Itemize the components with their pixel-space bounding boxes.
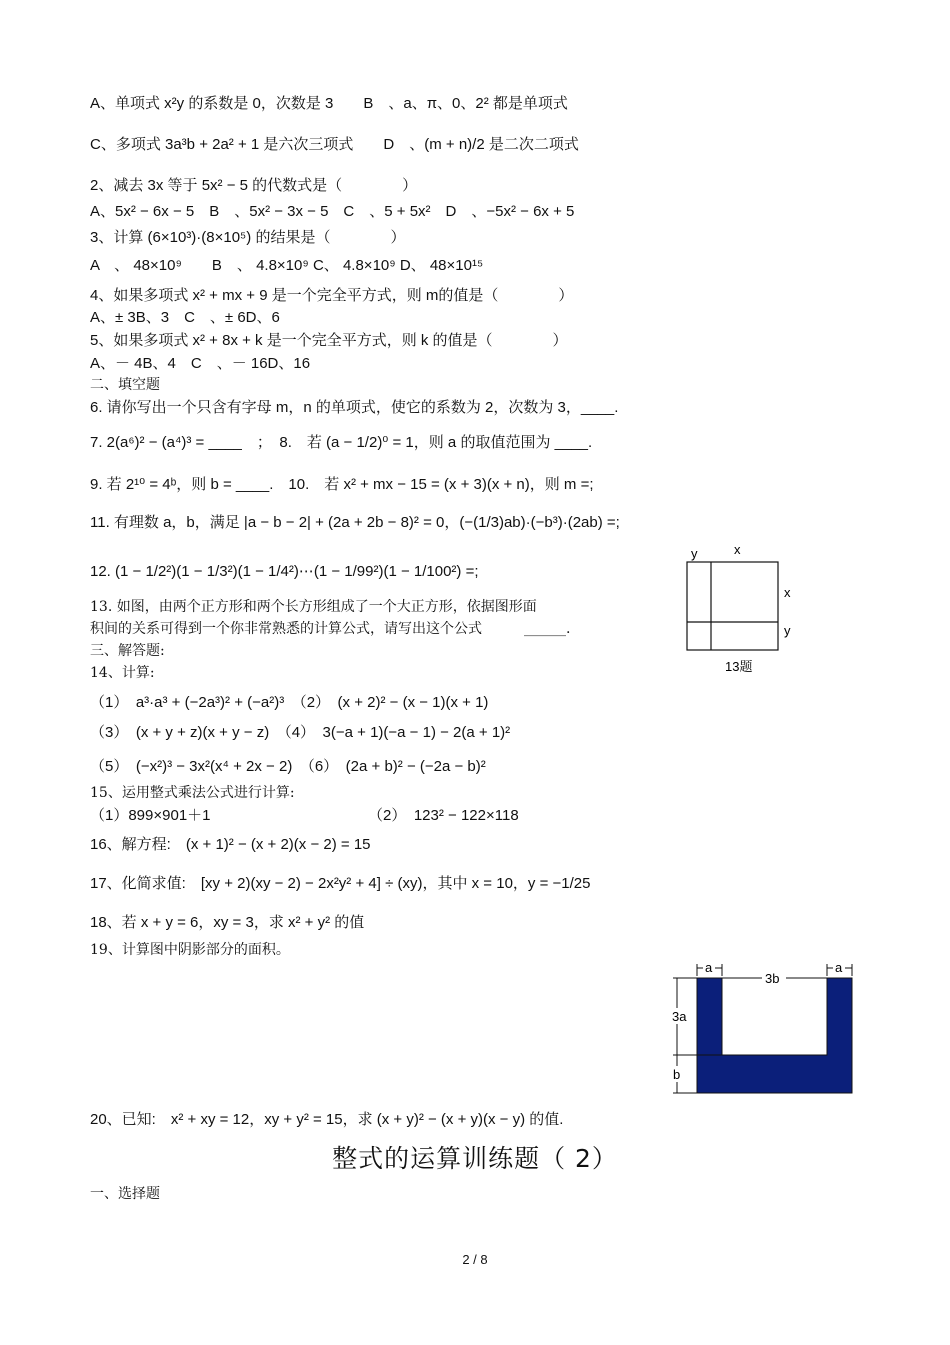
q13-caption: 13题 — [725, 659, 753, 674]
q15-heading: 15、运用整式乘法公式进行计算: — [90, 785, 295, 801]
q17-question: 17、化简求值: [xy + 2)(xy − 2) − 2x²y² + 4] ÷ (xy)，其中 x = 10，y = −1/25 — [90, 875, 591, 892]
q9-q10-question: 9. 若 2¹⁰ = 4ᵇ，则 b = ____. 10. 若 x² + mx − 15 = (x + 3)(x + n)，则 m =; — [90, 476, 594, 493]
q4-question: 4、如果多项式 x² + mx + 9 是一个完全平方式，则 m的值是（ ） — [90, 287, 574, 304]
section-solve: 三、解答题: — [90, 643, 165, 659]
q5-options: A、－ 4B、4 C 、－ 16D、16 — [90, 355, 311, 372]
section-choice: 一、选择题 — [90, 1186, 160, 1202]
q13-question-line1: 13. 如图，由两个正方形和两个长方形组成了一个大正方形，依据图形面 — [90, 599, 537, 615]
q13-figure — [680, 540, 820, 680]
q19-question: 19、计算图中阴影部分的面积。 — [90, 942, 290, 958]
q19-label-a-left: a — [705, 960, 713, 975]
q19-label-b: b — [673, 1067, 681, 1082]
q2-options: A、5x² − 6x − 5 B 、5x² − 3x − 5 C 、5 + 5x² D 、−5x² − 6x + 5 — [90, 203, 575, 220]
q2-question: 2、减去 3x 等于 5x² − 5 的代数式是（ ） — [90, 177, 418, 194]
q20-question: 20、已知: x² + xy = 12，xy + y² = 15，求 (x + y)² − (x + y)(x − y) 的值. — [90, 1111, 564, 1128]
q13-label-y-right: y — [784, 623, 791, 638]
q11-question: 11. 有理数 a，b，满足 |a − b − 2| + (2a + 2b − 8)² = 0，(−(1/3)ab)·(−b³)·(2ab) =; — [90, 514, 620, 531]
q13-label-x-top: x — [734, 542, 741, 557]
q14-items-5-6: （5） (−x²)³ − 3x²(x⁴ + 2x − 2) （6） (2a + b)² − (−2a − b)² — [90, 758, 486, 775]
q12-question: 12. (1 − 1/2²)(1 − 1/3²)(1 − 1/4²)⋯(1 − 1/99²)(1 − 1/100²) =; — [90, 563, 479, 580]
q13-outer-square — [687, 562, 778, 650]
q14-heading: 14、计算: — [90, 665, 155, 681]
q5-question: 5、如果多项式 x² + 8x + k 是一个完全平方式，则 k 的值是（ ） — [90, 332, 568, 349]
section-title: 整式的运算训练题（ 2） — [332, 1144, 618, 1173]
q19-figure — [670, 958, 860, 1100]
q15-items: （1）899×901＋1 （2） 123² − 122×118 — [90, 807, 519, 824]
q14-items-1-2: （1） a³·a³ + (−2a³)² + (−a²)³ （2） (x + 2)² − (x − 1)(x + 1) — [90, 694, 489, 711]
q19-label-3a: 3a — [672, 1009, 687, 1024]
q19-label-a-right: a — [835, 960, 843, 975]
q13-question-line2: 积间的关系可得到一个你非常熟悉的计算公式，请写出这个公式 ______. — [90, 621, 571, 637]
q19-label-3b: 3b — [765, 971, 780, 986]
page-number: 2 / 8 — [462, 1252, 488, 1267]
q3-options: A 、 48×10⁹ B 、 4.8×10⁹ C、 4.8×10⁹ D、 48×10¹⁵ — [90, 257, 484, 274]
q1-option-a-b: A、单项式 x²y 的系数是 0，次数是 3 B 、a、π、0、2² 都是单项式 — [90, 95, 568, 112]
section-fill-in: 二、填空题 — [90, 377, 160, 393]
q3-question: 3、计算 (6×10³)·(8×10⁵) 的结果是（ ） — [90, 229, 406, 246]
q6-question: 6. 请你写出一个只含有字母 m，n 的单项式，使它的系数为 2，次数为 3，____. — [90, 399, 619, 416]
q13-label-y-top: y — [691, 546, 698, 561]
q1-option-c-d: C、多项式 3a³b + 2a² + 1 是六次三项式 D 、(m + n)/2 是二次二项式 — [90, 136, 579, 153]
q18-question: 18、若 x + y = 6，xy = 3，求 x² + y² 的值 — [90, 914, 365, 931]
q14-items-3-4: （3） (x + y + z)(x + y − z) （4） 3(−a + 1)(−a − 1) − 2(a + 1)² — [90, 724, 511, 741]
q7-q8-question: 7. 2(a⁶)² − (a⁴)³ = ____ ； 8. 若 (a − 1/2)⁰ = 1，则 a 的取值范围为 ____. — [90, 434, 593, 451]
q19-shaded-region — [697, 978, 852, 1093]
q16-question: 16、解方程: (x + 1)² − (x + 2)(x − 2) = 15 — [90, 836, 371, 853]
q4-options: A、± 3B、3 C 、± 6D、6 — [90, 309, 280, 326]
q13-label-x-right: x — [784, 585, 791, 600]
